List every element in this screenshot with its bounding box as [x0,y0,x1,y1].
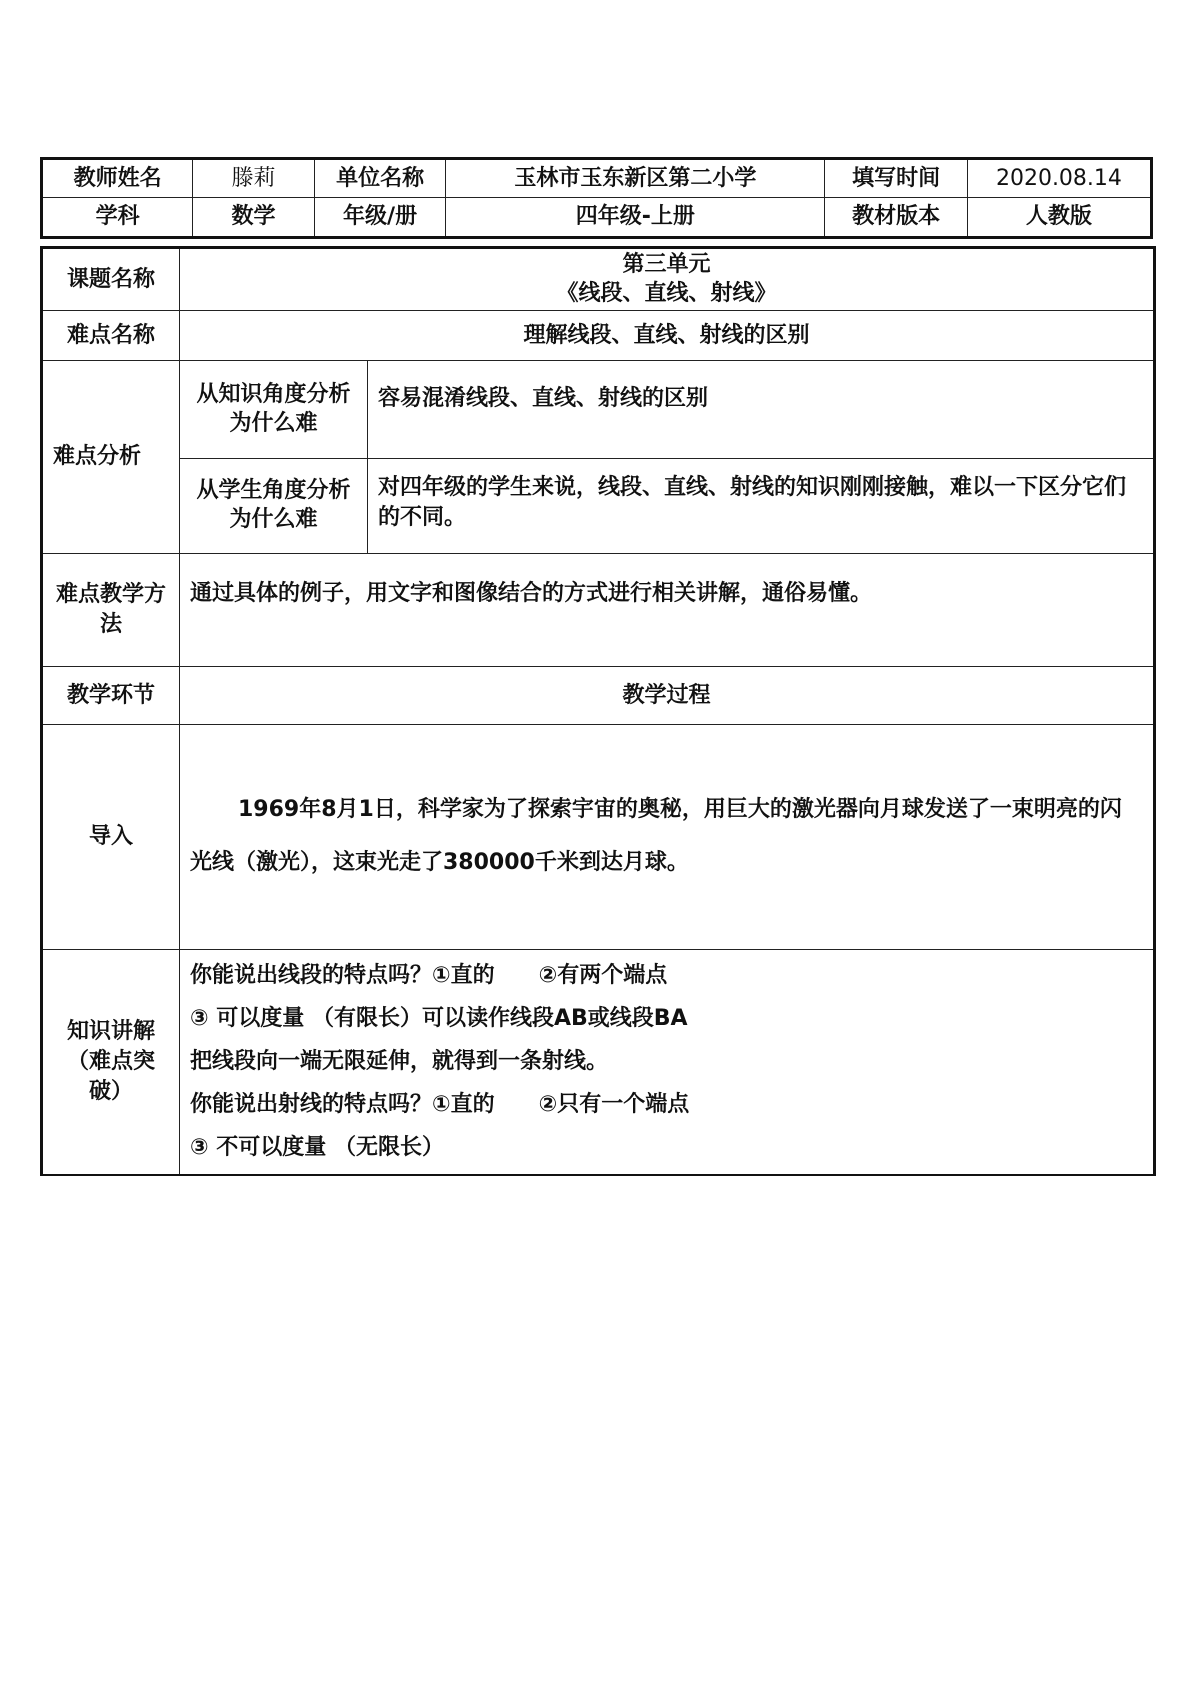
knowledge-angle-label [180,361,368,459]
student-angle-label [180,459,368,554]
knowledge-label-line-2: 为什么难 [229,410,318,436]
explain-label: 知识讲解（难点突破） [42,950,180,1175]
process-label: 教学过程 [180,667,1155,725]
explain-line: ③ 可以度量 （有限长）可以读作线段AB或线段BA [190,1006,688,1032]
topic-value [180,248,1155,311]
explain-text-cell [180,950,1155,1175]
method-label: 难点教学方法 [42,554,180,667]
analysis-label: 难点分析 [42,361,180,554]
explain-line: ③ 不可以度量 （无限长） [190,1135,444,1161]
student-label-line-1: 从学生角度分析 [196,478,351,504]
grade-label: 年级/册 [314,198,445,238]
difficulty-label: 难点名称 [42,311,180,361]
subject-value: 数学 [193,198,315,238]
lesson-table [40,246,1156,1176]
fill-date-value: 2020.08.14 [967,159,1151,198]
teacher-name-value: 滕莉 [193,159,315,198]
header-table [40,157,1153,239]
unit-name-label: 单位名称 [314,159,445,198]
intro-label: 导入 [42,725,180,950]
edition-value: 人教版 [967,198,1151,238]
topic-label: 课题名称 [42,248,180,311]
fill-date-label: 填写时间 [825,159,967,198]
explain-line: 你能说出射线的特点吗？①直的 ②只有一个端点 [190,1092,690,1118]
knowledge-angle-text: 容易混淆线段、直线、射线的区别 [368,361,1155,459]
edition-label: 教材版本 [825,198,967,238]
section-label: 教学环节 [42,667,180,725]
teacher-name-label: 教师姓名 [42,159,193,198]
topic-line-2: 《线段、直线、射线》 [556,280,777,306]
intro-text: 1969年8月1日，科学家为了探索宇宙的奥秘，用巨大的激光器向月球发送了一束明亮的闪光线（激光），这束光走了380000千米到达月球。 [190,797,1122,875]
difficulty-value: 理解线段、直线、射线的区别 [180,311,1155,361]
topic-line-1: 第三单元 [622,251,711,277]
student-label-line-2: 为什么难 [229,507,318,532]
knowledge-label-line-1: 从知识角度分析 [196,381,351,407]
explain-line: 把线段向一端无限延伸，就得到一条射线。 [190,1049,609,1075]
grade-value: 四年级-上册 [446,198,825,238]
subject-label: 学科 [42,198,193,238]
intro-text-cell [180,725,1155,950]
unit-name-value: 玉林市玉东新区第二小学 [446,159,825,198]
student-angle-text: 对四年级的学生来说，线段、直线、射线的知识刚刚接触，难以一下区分它们的不同。 [368,459,1155,554]
explain-line: 你能说出线段的特点吗？①直的 ②有两个端点 [190,963,668,989]
method-text: 通过具体的例子，用文字和图像结合的方式进行相关讲解，通俗易懂。 [180,554,1155,667]
